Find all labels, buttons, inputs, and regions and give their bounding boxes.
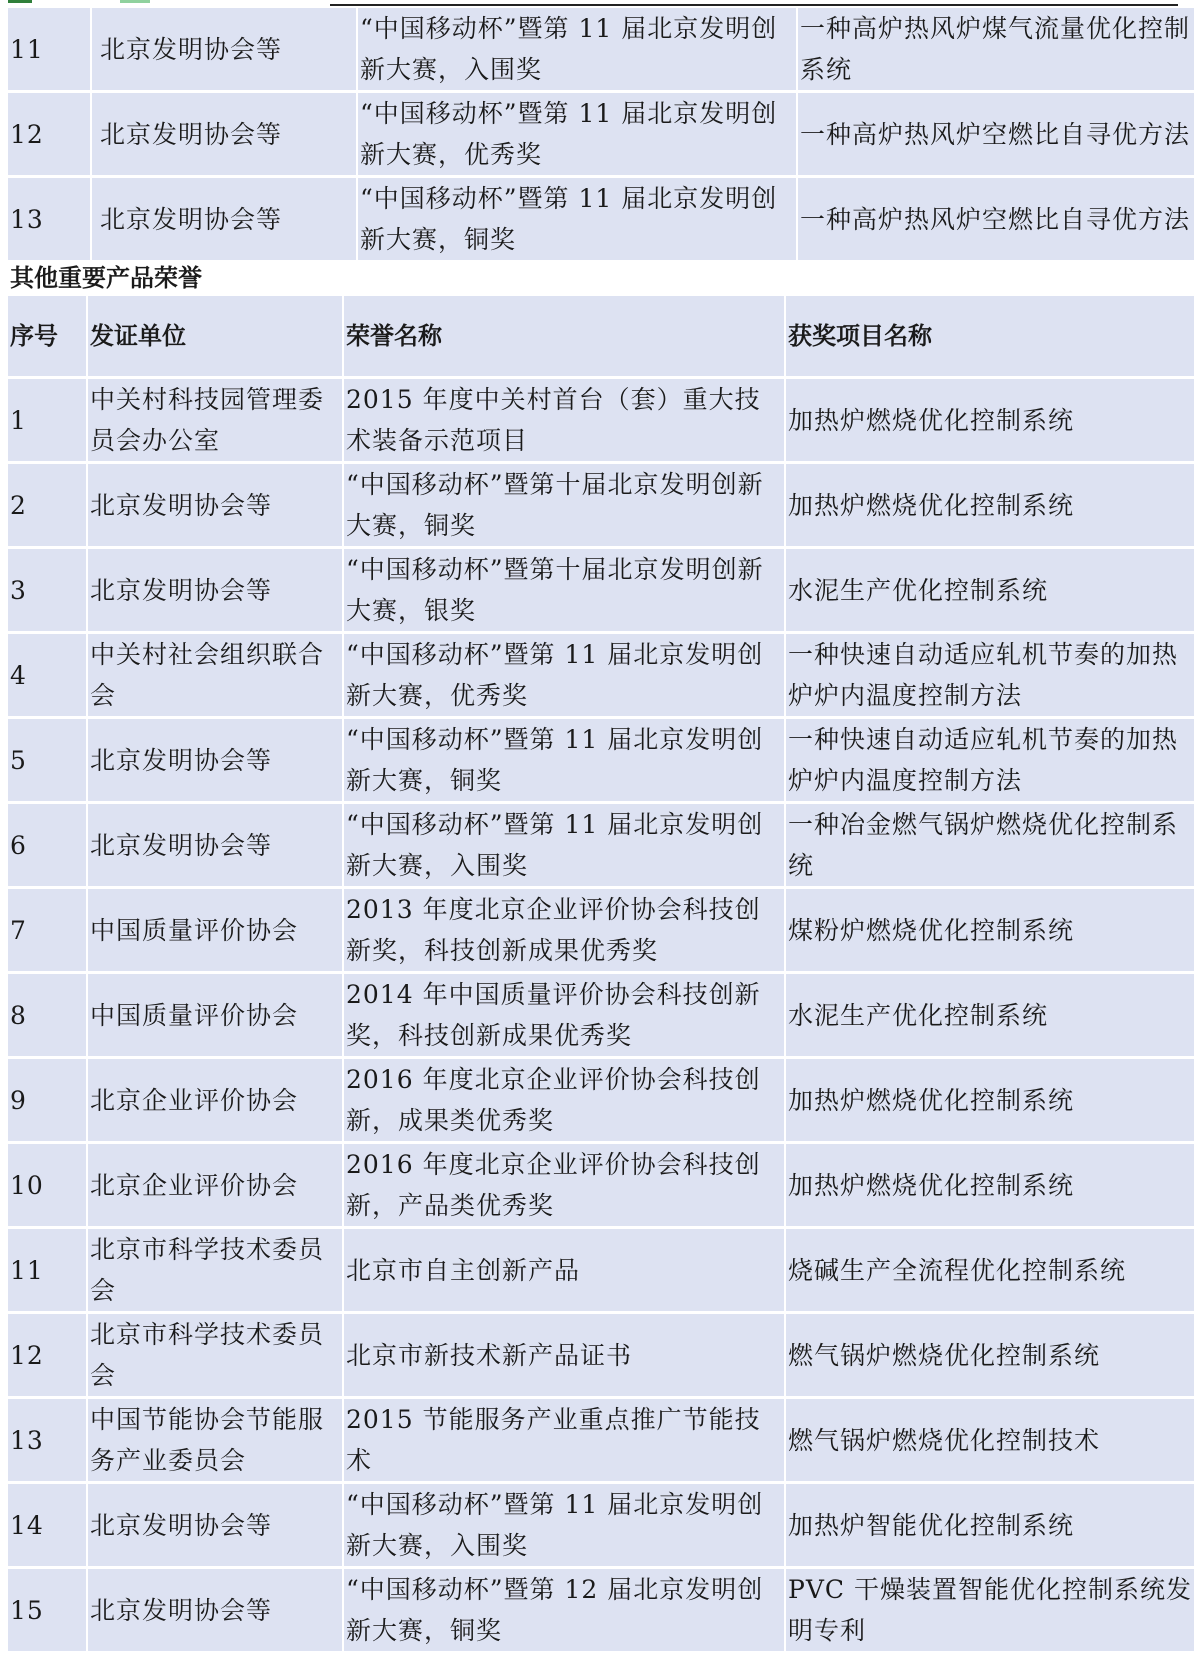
cell-project: 一种高炉热风炉空燃比自寻优方法 [798, 93, 1196, 178]
cell-project: 烧碱生产全流程优化控制系统 [786, 1229, 1196, 1314]
other-honors-table [8, 296, 1196, 1654]
cell-honor: 2015 年度中关村首台（套）重大技术装备示范项目 [344, 379, 786, 464]
section-title: 其他重要产品荣誉 [10, 264, 202, 292]
cell-project: 一种快速自动适应轧机节奏的加热炉炉内温度控制方法 [786, 719, 1196, 804]
cell-honor: 北京市新技术新产品证书 [344, 1314, 786, 1399]
cell-no: 4 [8, 634, 88, 719]
table-row [8, 719, 1196, 804]
header-no: 序号 [8, 296, 88, 379]
cell-no: 1 [8, 379, 88, 464]
cell-honor: 2016 年度北京企业评价协会科技创新，成果类优秀奖 [344, 1059, 786, 1144]
cell-honor: “中国移动杯”暨第 11 届北京发明创新大赛，铜奖 [344, 719, 786, 804]
cell-issuer: 北京市科学技术委员会 [88, 1314, 344, 1399]
table-row [8, 549, 1196, 634]
cell-project: 一种快速自动适应轧机节奏的加热炉炉内温度控制方法 [786, 634, 1196, 719]
cell-honor: 2016 年度北京企业评价协会科技创新，产品类优秀奖 [344, 1144, 786, 1229]
cell-no: 11 [8, 1229, 88, 1314]
cell-issuer: 中国质量评价协会 [88, 974, 344, 1059]
cell-honor: 北京市自主创新产品 [344, 1229, 786, 1314]
cell-issuer: 北京发明协会等 [92, 8, 358, 93]
table-row [8, 804, 1196, 889]
cell-project: 加热炉智能优化控制系统 [786, 1484, 1196, 1569]
cell-issuer: 北京发明协会等 [88, 1484, 344, 1569]
cell-honor: “中国移动杯”暨第 11 届北京发明创新大赛，入围奖 [344, 804, 786, 889]
cell-issuer: 中国节能协会节能服务产业委员会 [88, 1399, 344, 1484]
table-row [8, 1229, 1196, 1314]
table-row [8, 1314, 1196, 1399]
cell-honor: 2013 年度北京企业评价协会科技创新奖，科技创新成果优秀奖 [344, 889, 786, 974]
table-row [8, 1399, 1196, 1484]
cell-project: 一种冶金燃气锅炉燃烧优化控制系统 [786, 804, 1196, 889]
cell-project: 加热炉燃烧优化控制系统 [786, 1144, 1196, 1229]
cell-issuer: 北京发明协会等 [92, 93, 358, 178]
cell-issuer: 北京发明协会等 [88, 464, 344, 549]
cell-honor: “中国移动杯”暨第 11 届北京发明创新大赛，铜奖 [358, 178, 798, 263]
cell-issuer: 北京发明协会等 [88, 719, 344, 804]
top-rule [0, 0, 1204, 8]
table-row [8, 464, 1196, 549]
cell-honor: “中国移动杯”暨第十届北京发明创新大赛，银奖 [344, 549, 786, 634]
cell-project: 一种高炉热风炉煤气流量优化控制系统 [798, 8, 1196, 93]
table-row [8, 634, 1196, 719]
cell-honor: “中国移动杯”暨第 11 届北京发明创新大赛，优秀奖 [344, 634, 786, 719]
cell-no: 2 [8, 464, 88, 549]
cell-no: 7 [8, 889, 88, 974]
top-underline [330, 4, 1178, 6]
cell-no: 5 [8, 719, 88, 804]
cell-no: 3 [8, 549, 88, 634]
cell-honor: “中国移动杯”暨第 12 届北京发明创新大赛，铜奖 [344, 1569, 786, 1654]
cell-honor: 2014 年中国质量评价协会科技创新奖，科技创新成果优秀奖 [344, 974, 786, 1059]
cell-issuer: 北京企业评价协会 [88, 1059, 344, 1144]
cell-no: 10 [8, 1144, 88, 1229]
cell-no: 12 [8, 93, 92, 178]
cell-no: 6 [8, 804, 88, 889]
top-accent-left [8, 0, 32, 3]
cell-honor: “中国移动杯”暨第十届北京发明创新大赛，铜奖 [344, 464, 786, 549]
cell-issuer: 北京企业评价协会 [88, 1144, 344, 1229]
table-row [8, 379, 1196, 464]
table-row [8, 8, 1196, 93]
honors-table-continued [8, 8, 1196, 263]
table-header-row [8, 296, 1196, 379]
cell-project: 加热炉燃烧优化控制系统 [786, 464, 1196, 549]
cell-project: 一种高炉热风炉空燃比自寻优方法 [798, 178, 1196, 263]
cell-project: PVC 干燥装置智能优化控制系统发明专利 [786, 1569, 1196, 1654]
table-row [8, 974, 1196, 1059]
table-row [8, 1569, 1196, 1654]
cell-issuer: 北京发明协会等 [88, 1569, 344, 1654]
header-honor: 荣誉名称 [344, 296, 786, 379]
cell-no: 15 [8, 1569, 88, 1654]
cell-honor: “中国移动杯”暨第 11 届北京发明创新大赛，入围奖 [358, 8, 798, 93]
cell-no: 11 [8, 8, 92, 93]
top-accent-mid [120, 0, 150, 3]
cell-project: 燃气锅炉燃烧优化控制系统 [786, 1314, 1196, 1399]
cell-no: 14 [8, 1484, 88, 1569]
table-row [8, 1144, 1196, 1229]
cell-project: 加热炉燃烧优化控制系统 [786, 1059, 1196, 1144]
cell-no: 13 [8, 178, 92, 263]
header-project: 获奖项目名称 [786, 296, 1196, 379]
cell-issuer: 中关村科技园管理委员会办公室 [88, 379, 344, 464]
cell-project: 水泥生产优化控制系统 [786, 974, 1196, 1059]
cell-project: 煤粉炉燃烧优化控制系统 [786, 889, 1196, 974]
cell-issuer: 北京发明协会等 [88, 549, 344, 634]
cell-honor: 2015 节能服务产业重点推广节能技术 [344, 1399, 786, 1484]
cell-no: 13 [8, 1399, 88, 1484]
cell-no: 9 [8, 1059, 88, 1144]
table-row [8, 93, 1196, 178]
cell-no: 8 [8, 974, 88, 1059]
cell-project: 燃气锅炉燃烧优化控制技术 [786, 1399, 1196, 1484]
table-row [8, 178, 1196, 263]
cell-project: 加热炉燃烧优化控制系统 [786, 379, 1196, 464]
cell-honor: “中国移动杯”暨第 11 届北京发明创新大赛，入围奖 [344, 1484, 786, 1569]
cell-honor: “中国移动杯”暨第 11 届北京发明创新大赛，优秀奖 [358, 93, 798, 178]
cell-issuer: 北京发明协会等 [92, 178, 358, 263]
cell-project: 水泥生产优化控制系统 [786, 549, 1196, 634]
cell-issuer: 北京发明协会等 [88, 804, 344, 889]
table-row [8, 1059, 1196, 1144]
table-row [8, 889, 1196, 974]
header-issuer: 发证单位 [88, 296, 344, 379]
cell-no: 12 [8, 1314, 88, 1399]
cell-issuer: 中国质量评价协会 [88, 889, 344, 974]
cell-issuer: 中关村社会组织联合会 [88, 634, 344, 719]
cell-issuer: 北京市科学技术委员会 [88, 1229, 344, 1314]
table-row [8, 1484, 1196, 1569]
